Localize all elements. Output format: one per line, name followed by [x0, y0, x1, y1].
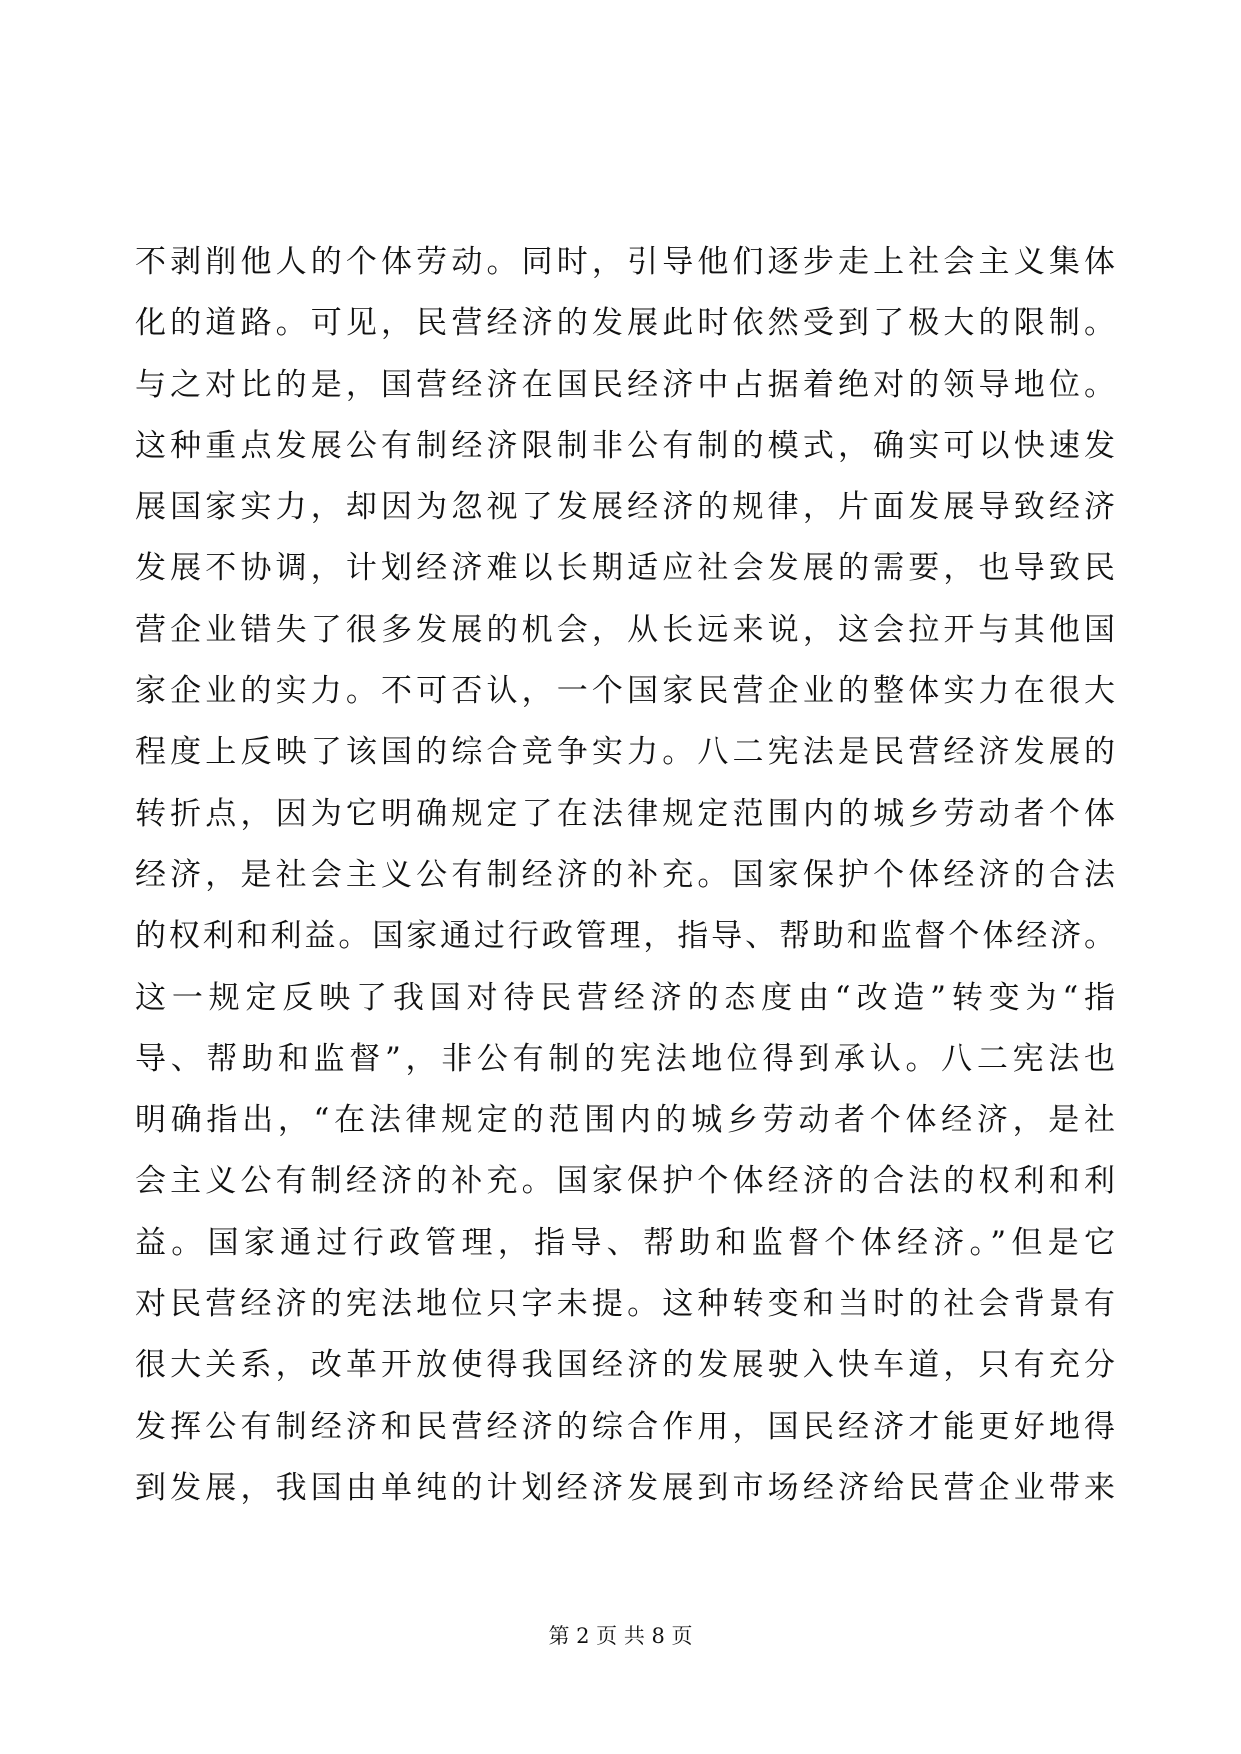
text-line: 程度上反映了该国的综合竞争实力。八二宪法是民营经济发展的 — [135, 734, 1115, 771]
text-line: 转折点，因为它明确规定了在法律规定范围内的城乡劳动者个体 — [135, 795, 1115, 832]
text-line: 很大关系，改革开放使得我国经济的发展驶入快车道，只有充分 — [135, 1347, 1115, 1384]
text-line: 到发展，我国由单纯的计划经济发展到市场经济给民营企业带来 — [135, 1469, 1115, 1506]
text-line: 这种重点发展公有制经济限制非公有制的模式，确实可以快速发 — [135, 427, 1115, 464]
text-line: 家企业的实力。不可否认，一个国家民营企业的整体实力在很大 — [135, 673, 1115, 710]
text-line: 这一规定反映了我国对待民营经济的态度由“改造”转变为“指 — [135, 979, 1115, 1016]
text-line: 益。国家通过行政管理，指导、帮助和监督个体经济。”但是它 — [135, 1224, 1115, 1261]
text-line: 发挥公有制经济和民营经济的综合作用，国民经济才能更好地得 — [135, 1408, 1115, 1445]
text-line: 化的道路。可见，民营经济的发展此时依然受到了极大的限制。 — [135, 305, 1115, 342]
text-line: 经济，是社会主义公有制经济的补充。国家保护个体经济的合法 — [135, 856, 1115, 893]
text-line: 明确指出，“在法律规定的范围内的城乡劳动者个体经济，是社 — [135, 1102, 1115, 1139]
text-line: 导、帮助和监督”，非公有制的宪法地位得到承认。八二宪法也 — [135, 1040, 1115, 1077]
text-line: 对民营经济的宪法地位只字未提。这种转变和当时的社会背景有 — [135, 1286, 1115, 1323]
text-line: 发展不协调，计划经济难以长期适应社会发展的需要，也导致民 — [135, 550, 1115, 587]
text-line: 的权利和利益。国家通过行政管理，指导、帮助和监督个体经济。 — [135, 918, 1115, 955]
body-text — [135, 232, 1115, 1519]
text-line: 不剥削他人的个体劳动。同时，引导他们逐步走上社会主义集体 — [135, 244, 1115, 280]
text-line: 会主义公有制经济的补充。国家保护个体经济的合法的权利和利 — [135, 1163, 1115, 1200]
page-footer: 第 2 页 共 8 页 — [548, 1624, 693, 1648]
text-line: 营企业错失了很多发展的机会，从长远来说，这会拉开与其他国 — [135, 611, 1115, 648]
text-line: 展国家实力，却因为忽视了发展经济的规律，片面发展导致经济 — [135, 489, 1115, 526]
text-line: 与之对比的是，国营经济在国民经济中占据着绝对的领导地位。 — [135, 366, 1115, 403]
